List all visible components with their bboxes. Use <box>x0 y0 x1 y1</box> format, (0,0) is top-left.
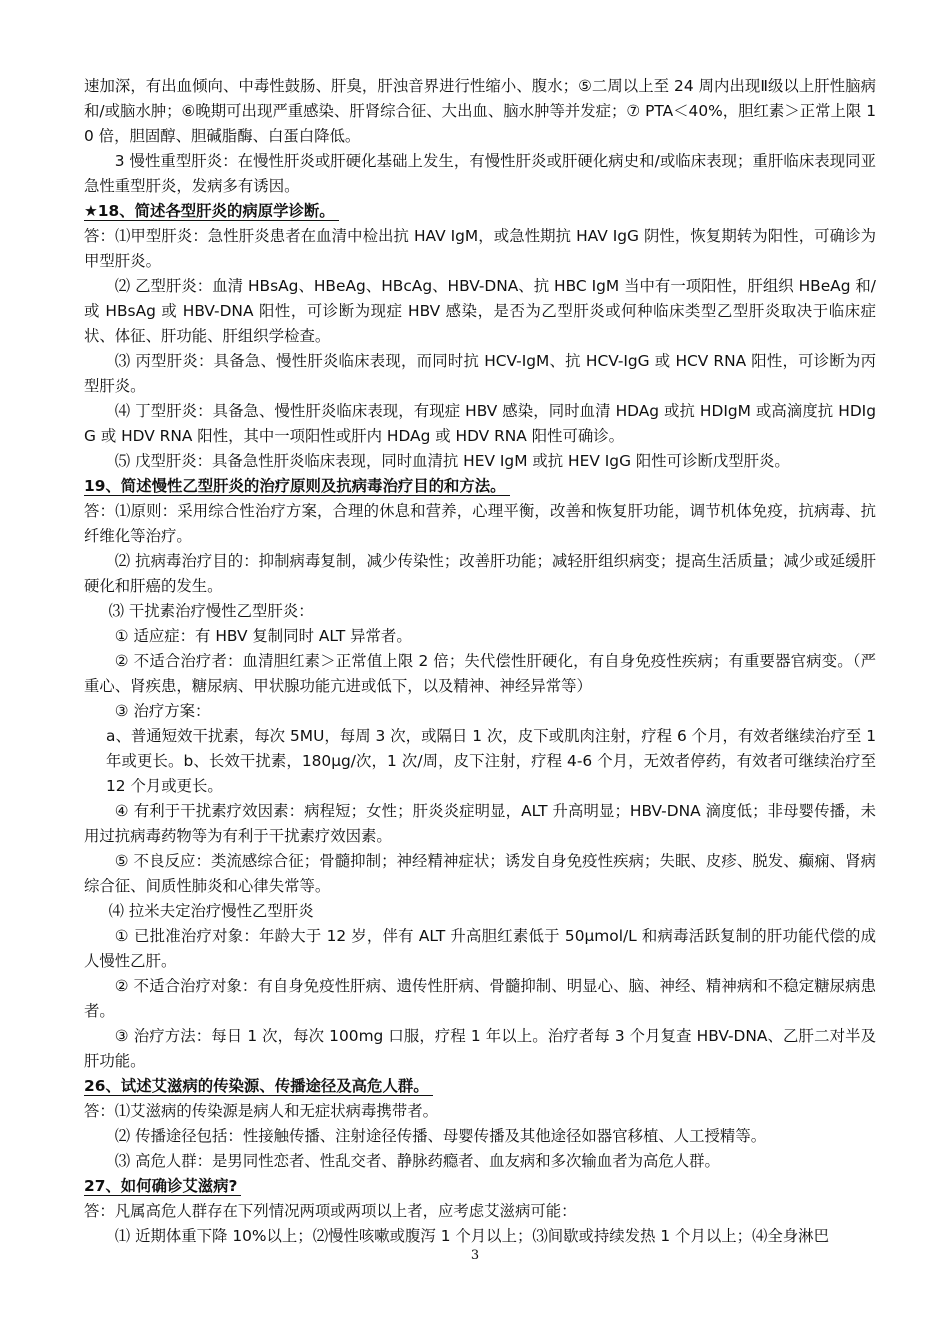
body-paragraph: ⑸ 戊型肝炎：具备急性肝炎临床表现，同时血清抗 HEV IgM 或抗 HEV IgG 阳性可诊断戊型肝炎。 <box>114 452 790 470</box>
body-paragraph: ⑴ 近期体重下降 10%以上；⑵慢性咳嗽或腹泻 1 个月以上；⑶间歇或持续发热 1 个月以上；⑷全身淋巴 <box>114 1227 829 1245</box>
body-paragraph: a、普通短效干扰素，每次 5MU，每周 3 次，或隔日 1 次，皮下或肌肉注射，疗程 6 个月，有效者继续治疗至 1 年或更长。b、长效干扰素，180μg/次，1 次/周，皮下注射，疗程 4-6 个月，无效者停药，有效者可继续治疗至 12 个月或更长。 <box>106 727 876 795</box>
body-paragraph: ⑷ 丁型肝炎：具备急、慢性肝炎临床表现，有现症 HBV 感染，同时血清 HDAg 或抗 HDIgM 或高滴度抗 HDIgG 或 HDV RNA 阳性，其中一项阳性或肝内 HDAg 或 HDV RNA 阳性可确诊。 <box>84 402 876 445</box>
body-paragraph: ② 不适合治疗者：血清胆红素＞正常值上限 2 倍；失代偿性肝硬化，有自身免疫性疾病；有重要器官病变。（严重心、肾疾患，糖尿病、甲状腺功能亢进或低下，以及精神、神经异常等） <box>84 652 876 695</box>
body-paragraph: ⑤ 不良反应：类流感综合征；骨髓抑制；神经精神症状；诱发自身免疫性疾病；失眠、皮疹、脱发、癫痫、肾病综合征、间质性肺炎和心律失常等。 <box>84 852 876 895</box>
body-paragraph: 答：凡属高危人群存在下列情况两项或两项以上者，应考虑艾滋病可能： <box>84 1202 577 1220</box>
body-paragraph: ⑵ 抗病毒治疗目的：抑制病毒复制，减少传染性；改善肝功能；减轻肝组织病变；提高生活质量；减少或延缓肝硬化和肝癌的发生。 <box>84 552 876 595</box>
body-paragraph: ③ 治疗方案： <box>114 702 211 720</box>
document-page <box>84 74 876 1249</box>
body-paragraph: 3 慢性重型肝炎：在慢性肝炎或肝硬化基础上发生，有慢性肝炎或肝硬化病史和/或临床表现；重肝临床表现同亚急性重型肝炎，发病多有诱因。 <box>84 152 876 195</box>
body-paragraph: ④ 有利于干扰素疗效因素：病程短；女性；肝炎炎症明显，ALT 升高明显；HBV-DNA 滴度低；非母婴传播，未用过抗病毒药物等为有利于干扰素疗效因素。 <box>84 802 876 845</box>
body-paragraph: ⑵ 乙型肝炎：血清 HBsAg、HBeAg、HBcAg、HBV-DNA、抗 HBC IgM 当中有一项阳性，肝组织 HBeAg 和/或 HBsAg 或 HBV-DNA 阳性，可诊断为现症 HBV 感染，是否为乙型肝炎或何种临床类型乙型肝炎取决于临床症状、体征、肝功能、肝组织学检查。 <box>84 277 876 345</box>
section-heading <box>84 1074 876 1099</box>
body-paragraph: 答：⑴甲型肝炎：急性肝炎患者在血清中检出抗 HAV IgM，或急性期抗 HAV IgG 阴性，恢复期转为阳性，可确诊为甲型肝炎。 <box>84 227 876 270</box>
section-heading <box>84 1174 876 1199</box>
section-heading-text: 26、试述艾滋病的传染源、传播途径及高危人群。 <box>84 1077 433 1096</box>
body-paragraph: 答：⑴艾滋病的传染源是病人和无症状病毒携带者。 <box>84 1102 438 1120</box>
section-heading <box>84 474 876 499</box>
section-heading-text: 19、简述慢性乙型肝炎的治疗原则及抗病毒治疗目的和方法。 <box>84 477 510 496</box>
body-paragraph: ⑷ 拉米夫定治疗慢性乙型肝炎 <box>108 902 314 920</box>
body-paragraph: ⑶ 丙型肝炎：具备急、慢性肝炎临床表现，而同时抗 HCV-IgM、抗 HCV-IgG 或 HCV RNA 阳性，可诊断为丙型肝炎。 <box>84 352 876 395</box>
body-paragraph: ⑶ 干扰素治疗慢性乙型肝炎： <box>108 602 314 620</box>
section-heading-text: 27、如何确诊艾滋病? <box>84 1177 241 1196</box>
body-paragraph: 答：⑴原则：采用综合性治疗方案，合理的休息和营养，心理平衡，改善和恢复肝功能，调节机体免疫，抗病毒、抗纤维化等治疗。 <box>84 502 876 545</box>
body-paragraph: ① 已批准治疗对象：年龄大于 12 岁，伴有 ALT 升高胆红素低于 50μmol/L 和病毒活跃复制的肝功能代偿的成人慢性乙肝。 <box>84 927 876 970</box>
body-paragraph: ③ 治疗方法：每日 1 次，每次 100mg 口服，疗程 1 年以上。治疗者每 3 个月复查 HBV-DNA、乙肝二对半及肝功能。 <box>84 1027 876 1070</box>
body-paragraph: ⑵ 传播途径包括：性接触传播、注射途径传播、母婴传播及其他途径如器官移植、人工授精等。 <box>114 1127 767 1145</box>
body-paragraph: ① 适应症：有 HBV 复制同时 ALT 异常者。 <box>114 627 412 645</box>
body-paragraph: ② 不适合治疗对象：有自身免疫性肝病、遗传性肝病、骨髓抑制、明显心、脑、神经、精神病和不稳定糖尿病患者。 <box>84 977 876 1020</box>
page-number: 3 <box>470 1248 480 1263</box>
section-heading-text: ★18、简述各型肝炎的病原学诊断。 <box>84 202 339 221</box>
body-paragraph: 速加深，有出血倾向、中毒性鼓肠、肝臭，肝浊音界进行性缩小、腹水；⑤二周以上至 24 周内出现Ⅱ级以上肝性脑病和/或脑水肿；⑥晚期可出现严重感染、肝肾综合征、大出血、脑水肿等并发症；⑦ PTA＜40%，胆红素＞正常上限 10 倍，胆固醇、胆碱脂酶、白蛋白降低。 <box>84 77 876 145</box>
section-heading <box>84 199 876 224</box>
body-paragraph: ⑶ 高危人群：是男同性恋者、性乱交者、静脉药瘾者、血友病和多次输血者为高危人群。 <box>114 1152 720 1170</box>
